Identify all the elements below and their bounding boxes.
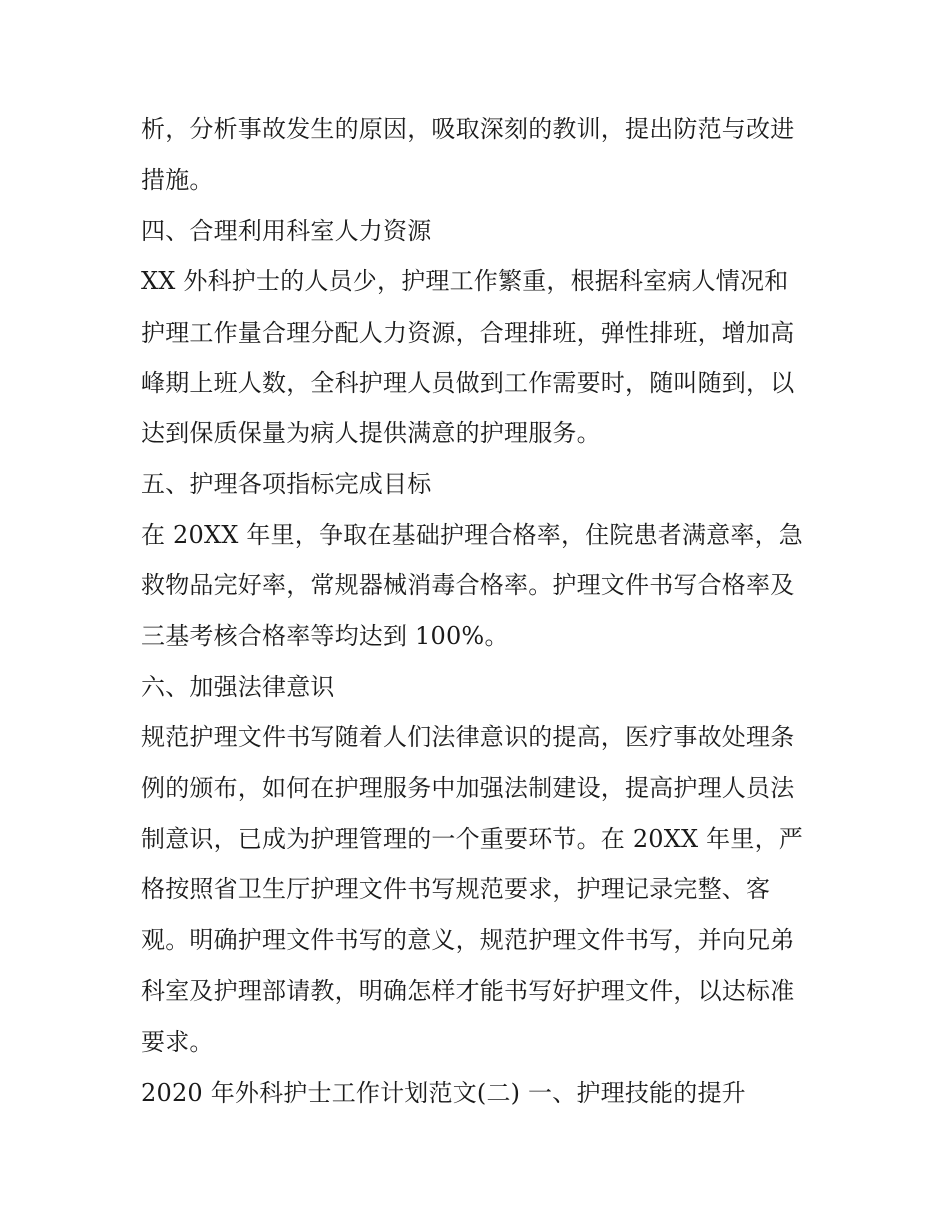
section-heading-4: 四、合理利用科室人力资源 — [141, 217, 432, 245]
section-heading-5: 五、护理各项指标完成目标 — [141, 470, 432, 498]
paragraph-line-6: 达到保质保量为病人提供满意的护理服务。 — [141, 419, 601, 447]
paragraph-line-3: XX 外科护士的人员少，护理工作繁重，根据科室病人情况和 — [141, 267, 789, 295]
paragraph-line-14: 观。明确护理文件书写的意义，规范护理文件书写，并向兄弟 — [141, 926, 795, 954]
document-subtitle: 2020 年外科护士工作计划范文(二) 一、护理技能的提升 — [141, 1079, 746, 1107]
paragraph-line-2: 措施。 — [141, 166, 214, 194]
paragraph-line-16: 要求。 — [141, 1028, 214, 1056]
paragraph-line-1: 析，分析事故发生的原因，吸取深刻的教训，提出防范与改进 — [141, 115, 795, 143]
paragraph-line-7: 在 20XX 年里，争取在基础护理合格率，住院患者满意率，急 — [141, 521, 803, 549]
paragraph-line-11: 例的颁布，如何在护理服务中加强法制建设，提高护理人员法 — [141, 774, 795, 802]
paragraph-line-8: 救物品完好率，常规器械消毒合格率。护理文件书写合格率及 — [141, 571, 795, 599]
paragraph-line-9: 三基考核合格率等均达到 100%。 — [141, 622, 509, 650]
paragraph-line-10: 规范护理文件书写随着人们法律意识的提高，医疗事故处理条 — [141, 723, 795, 751]
section-heading-6: 六、加强法律意识 — [141, 673, 335, 701]
paragraph-line-4: 护理工作量合理分配人力资源，合理排班，弹性排班，增加高 — [141, 319, 795, 347]
paragraph-line-12: 制意识，已成为护理管理的一个重要环节。在 20XX 年里，严 — [141, 825, 803, 853]
paragraph-line-15: 科室及护理部请教，明确怎样才能书写好护理文件，以达标准 — [141, 977, 795, 1005]
paragraph-line-13: 格按照省卫生厅护理文件书写规范要求，护理记录完整、客 — [141, 875, 771, 903]
paragraph-line-5: 峰期上班人数，全科护理人员做到工作需要时，随叫随到，以 — [141, 369, 795, 397]
